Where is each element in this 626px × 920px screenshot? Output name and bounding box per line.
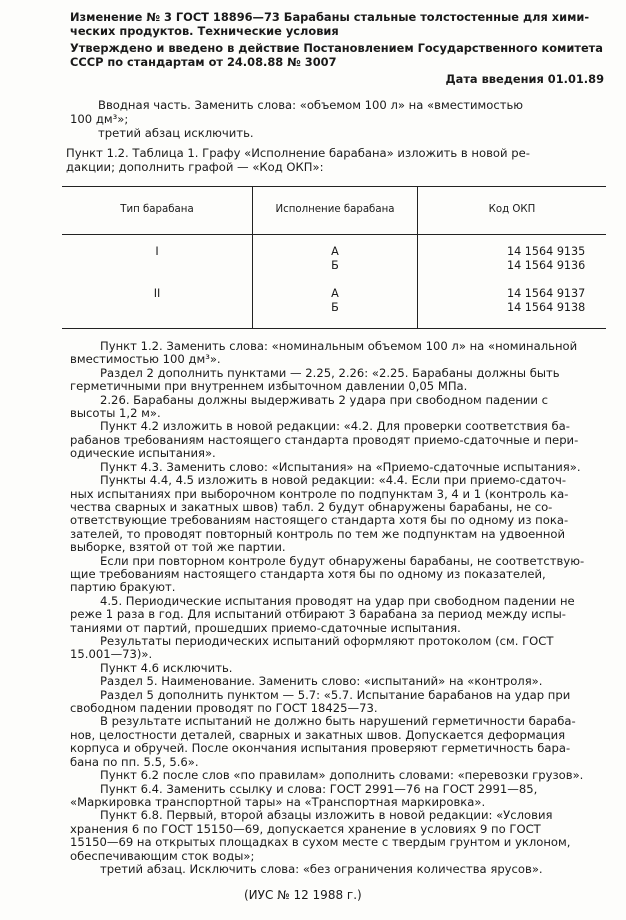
header-drum-type: Тип барабана xyxy=(62,187,253,235)
body-line: Если при повторном контроле будут обнаружены барабаны, не соответствую- xyxy=(100,554,585,568)
body-line: Пункт 4.3. Заменить слово: «Испытания» на «Приемо-сдаточные испытания». xyxy=(100,460,581,474)
intro-line: 100 дм³»; xyxy=(70,112,129,126)
variant-cell xyxy=(253,283,418,329)
body-line: партию бракуют. xyxy=(70,580,176,594)
body-line: 15150—69 на открытых площадках в сухом месте с твердым грунтом и уклоном, xyxy=(70,835,571,849)
effective-date-text: Дата введения 01.01.89 xyxy=(445,72,604,86)
variant-value: Б xyxy=(331,259,339,273)
change-title xyxy=(70,10,606,38)
body-line: ответствующие требованиям настоящего стандарта хотя бы по одному из пока- xyxy=(70,513,569,527)
approval-note xyxy=(70,41,606,69)
body-line: бана по пп. 5.5, 5.6». xyxy=(70,755,199,769)
intro-line: Вводная часть. Заменить слова: «объемом 100 л» на «вместимостью xyxy=(98,98,524,112)
body-line: Раздел 5. Наименование. Заменить слово: «испытаний» на «контроля». xyxy=(100,674,543,688)
body-line: хранения 6 по ГОСТ 15150—69, допускается хранение в условиях 9 по ГОСТ xyxy=(70,822,541,836)
body-line: корпуса и обручей. После окончания испытания проверяют герметичность бара- xyxy=(70,741,571,755)
okp-code-cell xyxy=(418,235,607,284)
body-line: одические испытания». xyxy=(70,446,216,460)
effective-date xyxy=(70,72,604,86)
body-line: Пункты 4.4, 4.5 изложить в новой редакции: «4.4. Если при приемо-сдаточ- xyxy=(100,473,567,487)
body-line: таниями от партий, прошедших приемо-сдаточные испытания. xyxy=(70,621,461,635)
table-row xyxy=(62,283,606,329)
okp-code-value: 14 1564 9138 xyxy=(507,301,586,315)
body-line: третий абзац. Исключить слова: «без ограничения количества ярусов». xyxy=(100,862,543,876)
drum-type-cell: I xyxy=(62,235,253,284)
variant-value: А xyxy=(331,245,339,258)
body-line: реже 1 раза в год. Для испытаний отбирают 3 барабана за период между испы- xyxy=(70,607,566,621)
body-line: Пункт 4.6 исключить. xyxy=(100,661,233,675)
body-line: Пункт 6.8. Первый, второй абзацы изложить в новой редакции: «Условия xyxy=(100,808,553,822)
title-line-2: ческих продуктов. Технические условия xyxy=(70,24,339,39)
okp-code-value: 14 1564 9137 xyxy=(507,287,586,300)
okp-code-cell xyxy=(418,283,607,329)
body-line: 4.5. Периодические испытания проводят на удар при свободном падении не xyxy=(100,594,575,608)
body-line: Пункт 4.2 изложить в новой редакции: «4.2. Для проверки соответствия ба- xyxy=(100,419,570,433)
body-line: ных испытаниях при выборочном контроле по подпунктам 3, 4 и 1 (контроль ка- xyxy=(70,487,569,501)
body-line: вместимостью 100 дм³». xyxy=(70,352,221,366)
variant-cell xyxy=(253,235,418,284)
body-line: обеспечивающим сток воды»; xyxy=(70,849,255,863)
body-line: герметичными при внутреннем избыточном давлении 0,05 МПа. xyxy=(70,379,468,393)
body-line: чества сварных и закатных швов) табл. 2 будут обнаружены барабаны, не со- xyxy=(70,500,553,514)
body-line: Раздел 2 дополнить пунктами — 2.25, 2.26: «2.25. Барабаны должны быть xyxy=(100,366,560,380)
intro-line: дакции; дополнить графой — «Код ОКП»: xyxy=(66,160,324,174)
okp-code-value: 14 1564 9135 xyxy=(507,245,586,258)
body-line: Пункт 6.4. Заменить ссылку и слова: ГОСТ 2991—76 на ГОСТ 2991—85, xyxy=(100,782,538,796)
body-line: В результате испытаний не должно быть нарушений герметичности бараба- xyxy=(100,714,576,728)
variant-value: Б xyxy=(331,301,339,315)
body-line: 15.001—73)». xyxy=(70,647,153,661)
header-okp-code: Код ОКП xyxy=(418,187,607,235)
body-line: зателей, то проводят повторный контроль по тем же подпунктам на удвоенной xyxy=(70,527,566,541)
intro-line: Пункт 1.2. Таблица 1. Графу «Исполнение барабана» изложить в новой ре- xyxy=(66,146,530,160)
body-line: нов, целостности деталей, сварных и закатных швов. Допускается деформация xyxy=(70,728,566,742)
header-drum-variant: Исполнение барабана xyxy=(253,187,418,235)
body-line: 2.26. Барабаны должны выдерживать 2 удара при свободном падении с xyxy=(100,393,549,407)
approval-line-2: СССР по стандартам от 24.08.88 № 3007 xyxy=(70,55,337,70)
okp-code-value: 14 1564 9136 xyxy=(507,259,586,273)
title-line-1: Изменение № 3 ГОСТ 18896—73 Барабаны стальные толстостенные для хими- xyxy=(70,10,590,24)
body-line: свободном падении проводят по ГОСТ 18425—73. xyxy=(70,701,378,715)
drum-type-cell: II xyxy=(62,283,253,329)
body-line: щие требованиям настоящего стандарта хотя бы по одному из показателей, xyxy=(70,567,546,581)
body-line: Раздел 5 дополнить пунктом — 5.7: «5.7. Испытание барабанов на удар при xyxy=(100,688,571,702)
variant-value: А xyxy=(331,287,339,300)
table-header-row xyxy=(62,187,606,235)
intro-line: третий абзац исключить. xyxy=(98,126,254,140)
body-line: Пункт 6.2 после слов «по правилам» дополнить словами: «перевозки грузов». xyxy=(100,768,584,782)
body-line: «Маркировка транспортной тары» на «Транспортная маркировка». xyxy=(70,795,486,809)
publication-reference: (ИУС № 12 1988 г.) xyxy=(244,888,362,902)
table-row xyxy=(62,235,606,284)
body-line: Пункт 1.2. Заменить слова: «номинальным объемом 100 л» на «номинальной xyxy=(100,339,578,353)
body-line: выборке, взятой от той же партии. xyxy=(70,540,286,554)
body-line: рабанов требованиям настоящего стандарта проводят приемо-сдаточные и пери- xyxy=(70,433,579,447)
approval-line-1: Утверждено и введено в действие Постановлением Государственного комитета xyxy=(70,41,603,55)
okp-code-table xyxy=(62,186,606,329)
body-line: высоты 1,2 м». xyxy=(70,406,161,420)
body-line: Результаты периодических испытаний оформляют протоколом (см. ГОСТ xyxy=(100,634,554,648)
